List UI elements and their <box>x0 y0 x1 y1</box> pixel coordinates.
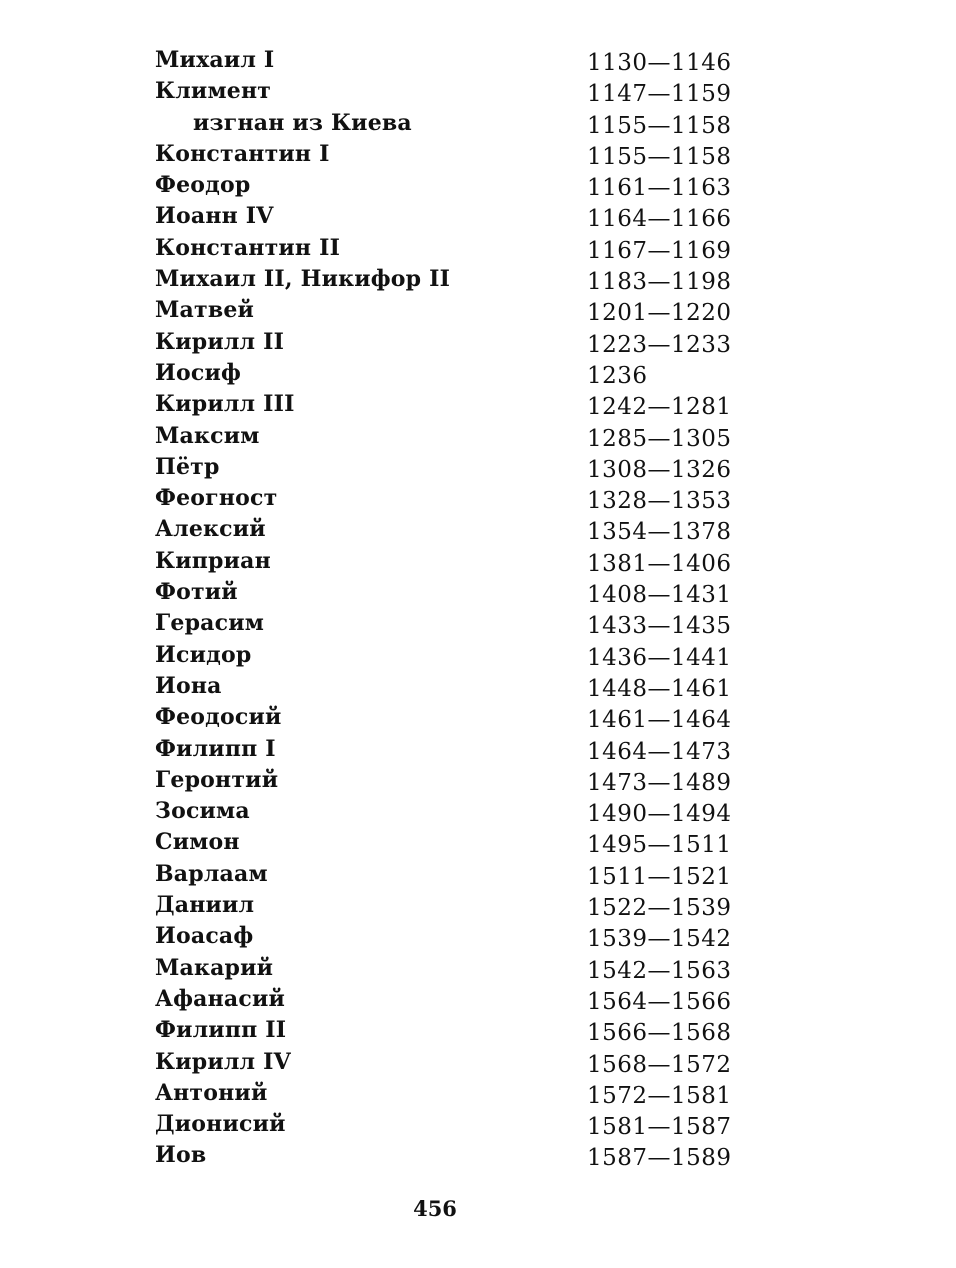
list-item <box>0 78 956 109</box>
list-item <box>0 47 956 78</box>
list-item <box>0 579 956 610</box>
list-item <box>0 736 956 767</box>
entry-name: Антоний <box>155 1079 268 1106</box>
list-item <box>0 1111 956 1142</box>
entry-dates: 1223—1233 <box>587 331 732 358</box>
entry-name: Дионисий <box>155 1111 286 1138</box>
entry-name: Матвей <box>155 297 255 324</box>
list-item <box>0 360 956 391</box>
metropolitans-list <box>0 47 956 1174</box>
entry-name: Макарий <box>155 954 274 981</box>
entry-name: Феогност <box>155 485 278 512</box>
list-item <box>0 548 956 579</box>
entry-name: Михаил II, Никифор II <box>155 266 451 293</box>
entry-name: Герасим <box>155 610 265 637</box>
entry-name: Иов <box>155 1142 207 1169</box>
entry-dates: 1285—1305 <box>587 425 732 452</box>
entry-name: Филипп I <box>155 735 276 762</box>
entry-name: Киприан <box>155 547 271 574</box>
entry-name: Константин II <box>155 234 341 261</box>
list-item <box>0 516 956 547</box>
page-number: 456 <box>413 1196 457 1221</box>
entry-dates: 1581—1587 <box>587 1114 732 1141</box>
entry-name: Феодор <box>155 172 251 199</box>
list-item <box>0 297 956 328</box>
list-item <box>0 454 956 485</box>
list-item <box>0 892 956 923</box>
entry-dates: 1354—1378 <box>587 519 732 546</box>
entry-name: Пётр <box>155 453 220 480</box>
list-item <box>0 986 956 1017</box>
entry-name: Фотий <box>155 579 238 606</box>
list-item <box>0 610 956 641</box>
entry-dates: 1495—1511 <box>587 832 732 859</box>
entry-name: Иосиф <box>155 359 242 386</box>
entry-name: Максим <box>155 422 260 449</box>
entry-dates: 1568—1572 <box>587 1051 732 1078</box>
entry-dates: 1328—1353 <box>587 488 732 515</box>
list-item <box>0 829 956 860</box>
entry-dates: 1587—1589 <box>587 1145 732 1172</box>
entry-name: Алексий <box>155 516 266 543</box>
entry-dates: 1490—1494 <box>587 801 732 828</box>
list-item <box>0 141 956 172</box>
entry-name: Феодосий <box>155 704 282 731</box>
entry-dates: 1448—1461 <box>587 675 732 702</box>
entry-dates: 1572—1581 <box>587 1082 732 1109</box>
list-item <box>0 485 956 516</box>
entry-dates: 1436—1441 <box>587 644 732 671</box>
list-item <box>0 1142 956 1173</box>
list-item <box>0 861 956 892</box>
entry-dates: 1566—1568 <box>587 1020 732 1047</box>
entry-dates: 1201—1220 <box>587 300 732 327</box>
entry-note: изгнан из Киева <box>193 109 412 136</box>
list-item <box>0 391 956 422</box>
entry-dates: 1522—1539 <box>587 895 732 922</box>
list-item <box>0 1049 956 1080</box>
entry-dates: 1183—1198 <box>587 269 732 296</box>
entry-dates: 1164—1166 <box>587 206 732 233</box>
entry-dates: 1167—1169 <box>587 237 732 264</box>
entry-name: Климент <box>155 78 272 105</box>
list-item <box>0 798 956 829</box>
entry-dates: 1147—1159 <box>587 81 732 108</box>
entry-dates: 1236 <box>587 362 648 389</box>
list-item <box>0 1017 956 1048</box>
entry-dates: 1155—1158 <box>587 112 732 139</box>
entry-name: Кирилл IV <box>155 1048 291 1075</box>
entry-dates: 1308—1326 <box>587 456 732 483</box>
entry-name: Михаил I <box>155 47 275 73</box>
entry-name: Иона <box>155 672 222 699</box>
entry-dates: 1511—1521 <box>587 863 732 890</box>
list-item <box>0 704 956 735</box>
list-item <box>0 266 956 297</box>
entry-name: Кирилл III <box>155 391 295 418</box>
list-item <box>0 203 956 234</box>
list-item <box>0 1080 956 1111</box>
list-item <box>0 955 956 986</box>
entry-dates: 1539—1542 <box>587 926 732 953</box>
list-item <box>0 673 956 704</box>
list-item <box>0 423 956 454</box>
entry-dates: 1381—1406 <box>587 550 732 577</box>
entry-name: Иоасаф <box>155 923 254 950</box>
entry-name: Афанасий <box>155 985 286 1012</box>
list-item <box>0 235 956 266</box>
list-item <box>0 923 956 954</box>
list-item <box>0 329 956 360</box>
entry-dates: 1155—1158 <box>587 143 732 170</box>
entry-name: Симон <box>155 829 240 856</box>
entry-dates: 1464—1473 <box>587 738 732 765</box>
list-item <box>0 172 956 203</box>
entry-name: Филипп II <box>155 1017 287 1044</box>
entry-dates: 1408—1431 <box>587 582 732 609</box>
entry-name: Исидор <box>155 641 252 668</box>
entry-dates: 1461—1464 <box>587 707 732 734</box>
entry-name: Иоанн IV <box>155 203 274 230</box>
entry-dates: 1564—1566 <box>587 988 732 1015</box>
entry-dates: 1473—1489 <box>587 769 732 796</box>
entry-name: Константин I <box>155 140 330 167</box>
entry-dates: 1161—1163 <box>587 175 732 202</box>
entry-dates: 1130—1146 <box>587 50 732 76</box>
entry-dates: 1433—1435 <box>587 613 732 640</box>
entry-dates: 1242—1281 <box>587 394 732 421</box>
entry-name: Геронтий <box>155 766 279 793</box>
entry-name: Зосима <box>155 798 250 825</box>
entry-name: Даниил <box>155 892 255 919</box>
entry-dates: 1542—1563 <box>587 957 732 984</box>
list-item <box>0 767 956 798</box>
entry-name: Варлаам <box>155 860 268 887</box>
list-item <box>0 110 956 141</box>
entry-name: Кирилл II <box>155 328 285 355</box>
list-item <box>0 642 956 673</box>
